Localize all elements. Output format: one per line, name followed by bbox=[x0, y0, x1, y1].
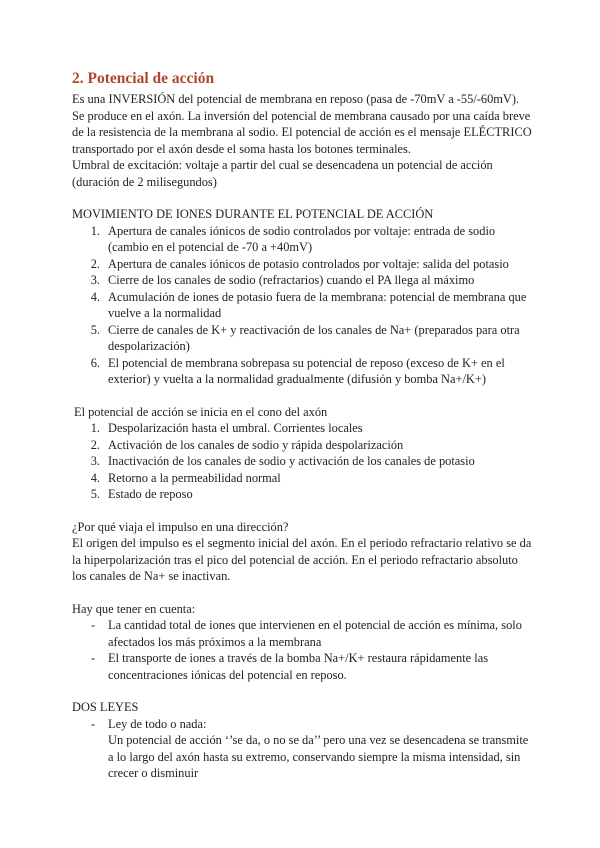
list-item: 3. Cierre de los canales de sodio (refractarios) cuando el PA llega al máximo bbox=[90, 273, 475, 287]
list-item: 5. Cierre de canales de K+ y reactivación de los canales de Na+ (preparados para otra despolarización) bbox=[90, 322, 520, 353]
list-item: 4. Acumulación de iones de potasio fuera de la membrana: potencial de membrana que vuelve a la normalidad bbox=[90, 289, 527, 320]
list-item: 2. Apertura de canales iónicos de potasio controlados por voltaje: salida del potasio bbox=[90, 256, 509, 271]
direction-question: ¿Por qué viaja el impulso en una dirección? bbox=[72, 519, 289, 534]
notes-list bbox=[72, 617, 532, 683]
ion-movement-list bbox=[72, 223, 532, 388]
list-item: 5. Estado de reposo bbox=[90, 487, 193, 501]
axon-cone-title: El potencial de acción se inicia en el cono del axón bbox=[74, 404, 328, 419]
laws-list bbox=[72, 716, 532, 782]
ion-movement-title: MOVIMIENTO DE IONES DURANTE EL POTENCIAL DE ACCIÓN bbox=[72, 207, 434, 221]
list-item: 1. Despolarización hasta el umbral. Corrientes locales bbox=[90, 421, 363, 435]
list-item: 6. El potencial de membrana sobrepasa su potencial de reposo (exceso de K+ en el exterior) y vuelta a la normalidad gradualmente (difusión y bomba Na+/K+) bbox=[90, 355, 505, 386]
list-item: - El transporte de iones a través de la bomba Na+/K+ restaura rápidamente las concentraciones iónicas del potencial en reposo. bbox=[91, 651, 489, 682]
list-item: - Ley de todo o nada: Un potencial de acción ‘’se da, o no se da’’ pero una vez se desencadena se transmite a lo largo del axón hasta su extremo, conservando siempre la misma intensidad, sin crecer o disminuir bbox=[72, 716, 532, 782]
law-text: Un potencial de acción ‘’se da, o no se da’’ pero una vez se desencadena se transmite a lo largo del axón hasta su extremo, conservando siempre la misma intensidad, sin crecer o disminuir bbox=[108, 733, 529, 780]
notes-title: Hay que tener en cuenta: bbox=[72, 601, 196, 616]
law-label: Ley de todo o nada: bbox=[108, 716, 207, 731]
direction-paragraph: El origen del impulso es el segmento inicial del axón. En el periodo refractario relativo se da la hiperpolarización tras el pico del potencial de acción. En el periodo refractario absoluto los canales de Na+ se inactivan. bbox=[72, 536, 532, 583]
list-item: 3. Inactivación de los canales de sodio y activación de los canales de potasio bbox=[90, 454, 475, 468]
laws-title: DOS LEYES bbox=[72, 700, 139, 714]
list-item: 2. Activación de los canales de sodio y rápida despolarización bbox=[90, 437, 404, 452]
threshold-paragraph: Umbral de excitación: voltaje a partir del cual se desencadena un potencial de acción (duración de 2 milisegundos) bbox=[72, 158, 493, 189]
list-item: 1. Apertura de canales iónicos de sodio controlados por voltaje: entrada de sodio (cambio en el potencial de -70 a +40mV) bbox=[90, 223, 496, 254]
list-item: - La cantidad total de iones que intervienen en el potencial de acción es mínima, solo afectados los más próximos a la membrana bbox=[91, 618, 522, 649]
intro-paragraph: Es una INVERSIÓN del potencial de membrana en reposo (pasa de -70mV a -55/-60mV). Se produce en el axón. La inversión del potencial de membrana causado por una caída breve de la resistencia de la membrana al sodio. El potencial de acción es el mensaje ELÉCTRICO transportado por el axón desde el soma hasta los botones terminales. bbox=[72, 92, 532, 156]
document-page bbox=[72, 70, 532, 782]
list-item: 4. Retorno a la permeabilidad normal bbox=[90, 470, 281, 485]
axon-cone-list bbox=[72, 420, 532, 503]
section-heading: 2. Potencial de acción bbox=[72, 70, 215, 87]
